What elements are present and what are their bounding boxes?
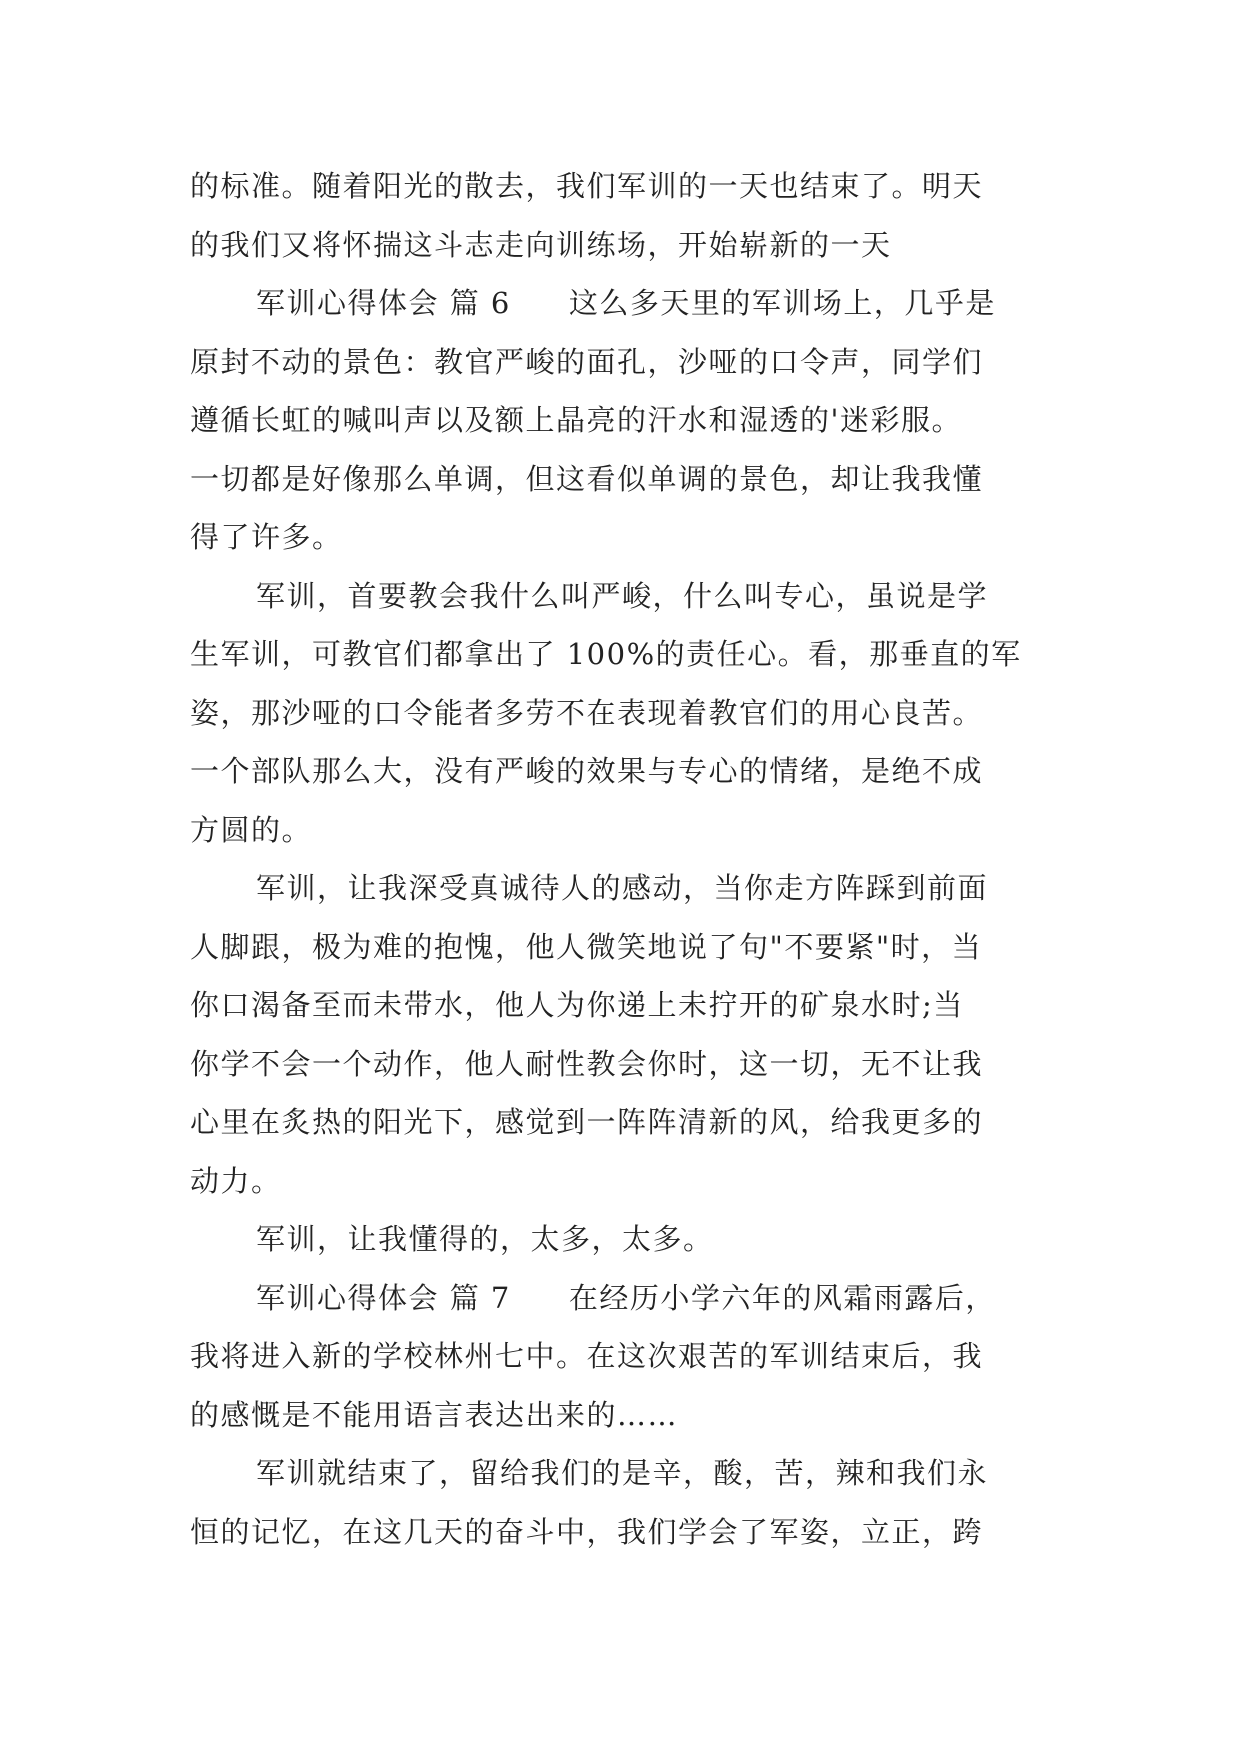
line-text: 遵循长虹的喊叫声以及额上晶亮的汗水和湿透的'迷彩服。 [190, 403, 962, 437]
text-line [190, 1152, 1050, 1211]
line-text: 人脚跟，极为难的抱愧，他人微笑地说了句"不要紧"时，当 [190, 929, 983, 964]
text-line [190, 976, 1050, 1035]
text-line [190, 391, 1050, 450]
line-text: 方圆的。 [190, 812, 313, 847]
section-heading: 军训心得体会 篇 7 [256, 1280, 511, 1315]
line-text: 这么多天里的军训场上，几乎是 [568, 286, 996, 320]
line-text: 军训，让我懂得的，太多，太多。 [256, 1222, 714, 1256]
line-text: 军训，让我深受真诚待人的感动，当你走方阵踩到前面 [256, 871, 989, 905]
text-line [190, 1386, 1050, 1445]
text-line [190, 1210, 1050, 1269]
text-line [190, 742, 1050, 801]
text-line [190, 508, 1050, 567]
text-line [190, 684, 1050, 743]
section-heading-line [190, 274, 1050, 333]
line-text: 军训就结束了，留给我们的是辛，酸，苦，辣和我们永 [256, 1456, 989, 1490]
line-text: 得了许多。 [190, 520, 343, 554]
text-line [190, 918, 1050, 977]
line-text: 我将进入新的学校林州七中。在这次艰苦的军训结束后，我 [190, 1339, 984, 1373]
text-line [190, 859, 1050, 918]
line-text: 你学不会一个动作，他人耐性教会你时，这一切，无不让我 [190, 1046, 984, 1081]
text-line [190, 1444, 1050, 1503]
line-text: 的标准。随着阳光的散去，我们军训的一天也结束了。明天 [190, 169, 984, 203]
text-line [190, 801, 1050, 860]
section-heading: 军训心得体会 篇 6 [256, 286, 511, 320]
text-line [190, 450, 1050, 509]
text-line [190, 1327, 1050, 1386]
text-line [190, 333, 1050, 392]
line-text: 一个部队那么大，没有严峻的效果与专心的情绪，是绝不成 [190, 754, 984, 788]
line-text: 的感慨是不能用语言表达出来的…… [190, 1397, 679, 1432]
line-text: 姿，那沙哑的口令能者多劳不在表现着教官们的用心良苦。 [190, 695, 984, 730]
text-line [190, 1503, 1050, 1562]
line-text: 原封不动的景色：教官严峻的面孔，沙哑的口令声，同学们 [190, 344, 984, 379]
line-text: 在经历小学六年的风霜雨露后， [568, 1280, 996, 1315]
text-line [190, 1093, 1050, 1152]
text-line [190, 216, 1050, 275]
document-body [190, 157, 1050, 1561]
line-text: 动力。 [190, 1163, 282, 1198]
line-text: 心里在炙热的阳光下，感觉到一阵阵清新的风，给我更多的 [190, 1105, 984, 1139]
section-heading-line [190, 1269, 1050, 1328]
line-text: 军训，首要教会我什么叫严峻，什么叫专心，虽说是学 [256, 578, 989, 613]
line-text: 的我们又将怀揣这斗志走向训练场，开始崭新的一天 [190, 227, 892, 262]
text-line [190, 157, 1050, 216]
line-text: 生军训，可教官们都拿出了 100%的责任心。看，那垂直的军 [190, 637, 1022, 671]
text-line [190, 567, 1050, 626]
line-text: 你口渴备至而未带水，他人为你递上未拧开的矿泉水时;当 [190, 988, 964, 1022]
line-text: 一切都是好像那么单调，但这看似单调的景色，却让我我懂 [190, 461, 984, 496]
line-text: 恒的记忆，在这几天的奋斗中，我们学会了军姿，立正，跨 [190, 1514, 984, 1549]
text-line [190, 1035, 1050, 1094]
text-line [190, 625, 1050, 684]
